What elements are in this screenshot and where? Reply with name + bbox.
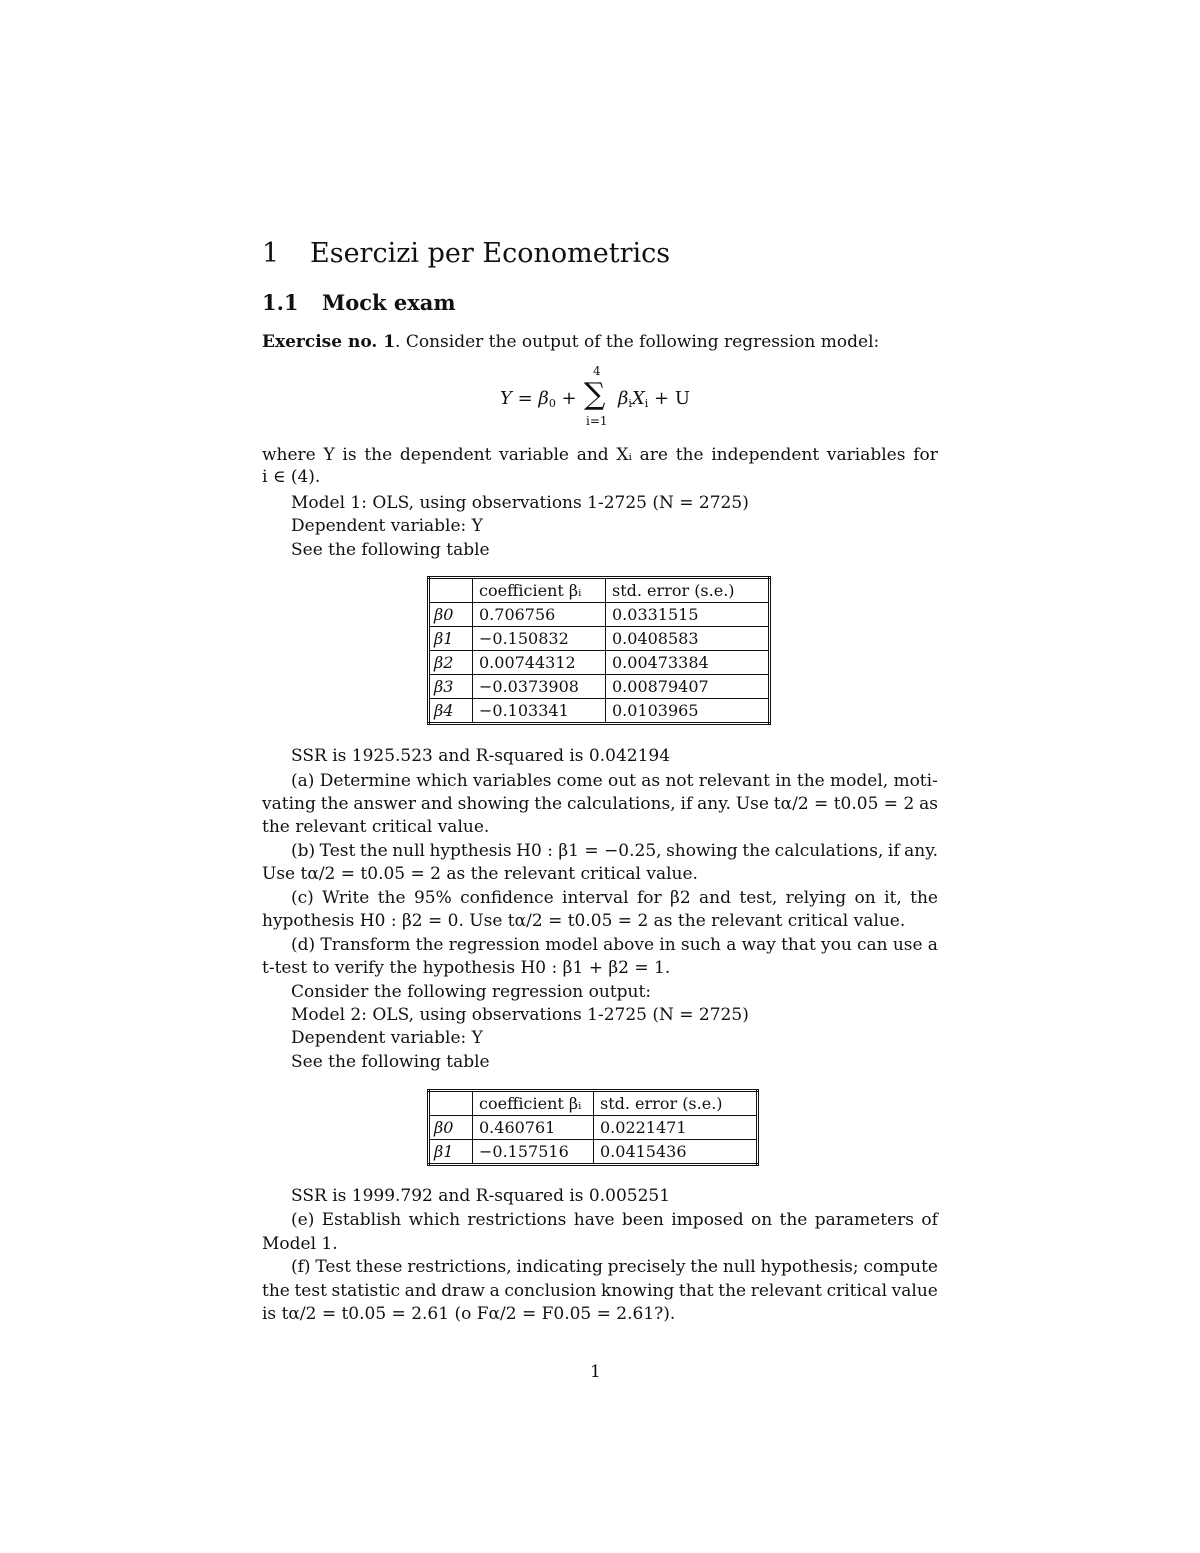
- word: which: [408, 1210, 461, 1230]
- question-f-line-2: [262, 1280, 938, 1302]
- model2-title: Model 2: OLS, using observations 1-2725 (N = 2725): [291, 1005, 749, 1025]
- word: the: [910, 888, 938, 908]
- word: Xᵢ: [616, 445, 632, 465]
- question-b-line-1: [291, 840, 938, 862]
- word: critical: [826, 1281, 888, 1301]
- exercise-intro: Exercise no. 1. Consider the output of the following regression model:: [262, 332, 880, 352]
- word: model: [545, 935, 598, 955]
- where-line-1: [262, 444, 938, 466]
- word: showing: [457, 794, 530, 814]
- question-e-line-2: Model 1.: [262, 1234, 338, 1254]
- word: interval: [562, 888, 629, 908]
- model2-dependent: Dependent variable: Y: [291, 1028, 483, 1048]
- word: (b): [291, 841, 316, 861]
- word: in: [659, 935, 676, 955]
- word: use: [892, 935, 923, 955]
- word: vating: [262, 794, 316, 814]
- word: Test: [319, 841, 356, 861]
- word: such: [680, 935, 722, 955]
- word: that: [678, 1281, 714, 1301]
- word: a: [927, 935, 938, 955]
- word: and: [404, 1281, 437, 1301]
- word: hypthesis: [429, 841, 512, 861]
- regression-equation: $Y = \beta_0$ + 4 ∑ i=1 $\beta_iX_i + U$: [500, 364, 690, 428]
- word: it,: [884, 888, 902, 908]
- word: (a): [291, 771, 315, 791]
- word: the: [364, 445, 393, 465]
- word: is: [342, 445, 357, 465]
- word: variables: [472, 771, 552, 791]
- sum-symbol: ∑: [584, 377, 606, 412]
- word: these: [355, 1257, 403, 1277]
- word: as: [919, 794, 938, 814]
- word: any.: [904, 841, 938, 861]
- word: any.: [697, 794, 731, 814]
- word: where: [262, 445, 316, 465]
- word: Determine: [319, 771, 411, 791]
- word: confidence: [460, 888, 554, 908]
- word: test,: [739, 888, 778, 908]
- model1-see-table: See the following table: [291, 540, 490, 560]
- word: variables: [826, 445, 906, 465]
- word: can: [857, 935, 888, 955]
- word: the: [359, 841, 388, 861]
- word: β2: [670, 888, 691, 908]
- table-header-row: coefficient βᵢ std. error (s.e.): [429, 578, 770, 603]
- section-heading: 1 Esercizi per Econometrics: [262, 238, 671, 269]
- consider-line: Consider the following regression output:: [291, 982, 652, 1002]
- word: the: [718, 1281, 747, 1301]
- where-line-2: i ∈ (4).: [262, 467, 321, 487]
- table-row: β1 −0.157516 0.0415436: [429, 1140, 758, 1165]
- question-a-line-1: [291, 770, 938, 792]
- word: and: [420, 794, 453, 814]
- word: Y: [323, 445, 335, 465]
- word: relevant: [750, 1281, 822, 1301]
- word: H0 : β1 = −0.25,: [516, 841, 662, 861]
- word: moti-: [893, 771, 938, 791]
- word: regression: [448, 935, 540, 955]
- word: knowing: [600, 1281, 675, 1301]
- table-row: β3 −0.0373908 0.00879407: [429, 675, 770, 699]
- question-d-line-2: t-test to verify the hypothesis H0 : β1 + β2 = 1.: [262, 958, 671, 978]
- word: not: [665, 771, 694, 791]
- word: on: [750, 1210, 773, 1230]
- word: independent: [711, 445, 820, 465]
- word: value: [891, 1281, 938, 1301]
- word: Establish: [321, 1210, 402, 1230]
- word: the: [534, 794, 563, 814]
- model2-stats: SSR is 1999.792 and R-squared is 0.005251: [291, 1186, 671, 1206]
- model2-see-table: See the following table: [291, 1052, 490, 1072]
- word: draw: [441, 1281, 485, 1301]
- word: imposed: [671, 1210, 744, 1230]
- table-row: β0 0.706756 0.0331515: [429, 603, 770, 627]
- word: the: [675, 445, 704, 465]
- question-c-line-1: [291, 887, 938, 909]
- word: which: [416, 771, 468, 791]
- table-row: β4 −0.103341 0.0103965: [429, 699, 770, 724]
- word: Use: [735, 794, 769, 814]
- word: and: [699, 888, 732, 908]
- word: (d): [291, 935, 316, 955]
- word: test: [294, 1281, 327, 1301]
- word: hypothesis;: [760, 1257, 859, 1277]
- model1-dependent: Dependent variable: Y: [291, 516, 483, 536]
- word: calculations,: [774, 841, 884, 861]
- word: of: [921, 1210, 938, 1230]
- word: way: [741, 935, 776, 955]
- word: restrictions: [467, 1210, 567, 1230]
- word: dependent: [399, 445, 492, 465]
- table-row: β0 0.460761 0.0221471: [429, 1116, 758, 1140]
- word: the: [415, 935, 444, 955]
- word: (e): [291, 1210, 315, 1230]
- word: tα/2 = t0.05 = 2: [773, 794, 915, 814]
- word: null: [722, 1257, 756, 1277]
- word: a: [489, 1281, 500, 1301]
- word: calculations,: [566, 794, 676, 814]
- question-a-line-2: [262, 793, 938, 815]
- word: Transform: [320, 935, 411, 955]
- word: for: [636, 888, 662, 908]
- word: variable: [499, 445, 569, 465]
- word: answer: [353, 794, 416, 814]
- word: out: [608, 771, 637, 791]
- word: conclusion: [504, 1281, 597, 1301]
- word: if: [680, 794, 693, 814]
- word: showing: [666, 841, 738, 861]
- word: relying: [785, 888, 847, 908]
- question-c-line-2: hypothesis H0 : β2 = 0. Use tα/2 = t0.05 = 2 as the relevant critical value.: [262, 911, 906, 931]
- word: the: [779, 1210, 808, 1230]
- table-header-row: coefficient βᵢ std. error (s.e.): [429, 1091, 758, 1116]
- word: are: [639, 445, 668, 465]
- word: the: [796, 771, 825, 791]
- table-row: β1 −0.150832 0.0408583: [429, 627, 770, 651]
- word: a: [726, 935, 737, 955]
- word: 95%: [413, 888, 452, 908]
- word: the: [320, 794, 349, 814]
- word: on: [854, 888, 876, 908]
- word: relevant: [698, 771, 770, 791]
- word: statistic: [331, 1281, 401, 1301]
- question-b-line-2: Use tα/2 = t0.05 = 2 as the relevant critical value.: [262, 864, 698, 884]
- word: null: [392, 841, 425, 861]
- word: indicating: [516, 1257, 603, 1277]
- model1-table: [427, 576, 771, 725]
- question-a-line-3: the relevant critical value.: [262, 817, 490, 837]
- word: the: [742, 841, 771, 861]
- word: that: [781, 935, 816, 955]
- question-d-line-1: [291, 934, 938, 956]
- word: above: [603, 935, 655, 955]
- word: if: [887, 841, 900, 861]
- model1-stats: SSR is 1925.523 and R-squared is 0.042194: [291, 746, 671, 766]
- page-number: 1: [590, 1362, 601, 1382]
- word: compute: [863, 1257, 938, 1277]
- word: the: [262, 1281, 290, 1301]
- word: model,: [830, 771, 889, 791]
- question-f-line-3: is tα/2 = t0.05 = 2.61 (o Fα/2 = F0.05 = 2.61?).: [262, 1304, 676, 1324]
- model1-title: Model 1: OLS, using observations 1-2725 (N = 2725): [291, 493, 749, 513]
- word: (c): [291, 888, 314, 908]
- question-e-line-1: [291, 1209, 938, 1231]
- word: precisely: [607, 1257, 686, 1277]
- table-row: β2 0.00744312 0.00473384: [429, 651, 770, 675]
- word: you: [821, 935, 852, 955]
- subsection-heading: 1.1 Mock exam: [262, 290, 456, 315]
- word: parameters: [814, 1210, 914, 1230]
- word: and: [576, 445, 609, 465]
- word: for: [913, 445, 938, 465]
- model2-table: [427, 1089, 759, 1166]
- word: in: [775, 771, 792, 791]
- word: Test: [315, 1257, 351, 1277]
- word: as: [641, 771, 661, 791]
- word: Write: [322, 888, 370, 908]
- word: been: [621, 1210, 664, 1230]
- word: the: [690, 1257, 719, 1277]
- word: restrictions,: [407, 1257, 512, 1277]
- word: the: [377, 888, 406, 908]
- word: come: [556, 771, 603, 791]
- word: have: [573, 1210, 615, 1230]
- question-f-line-1: [291, 1256, 938, 1278]
- word: (f): [291, 1257, 311, 1277]
